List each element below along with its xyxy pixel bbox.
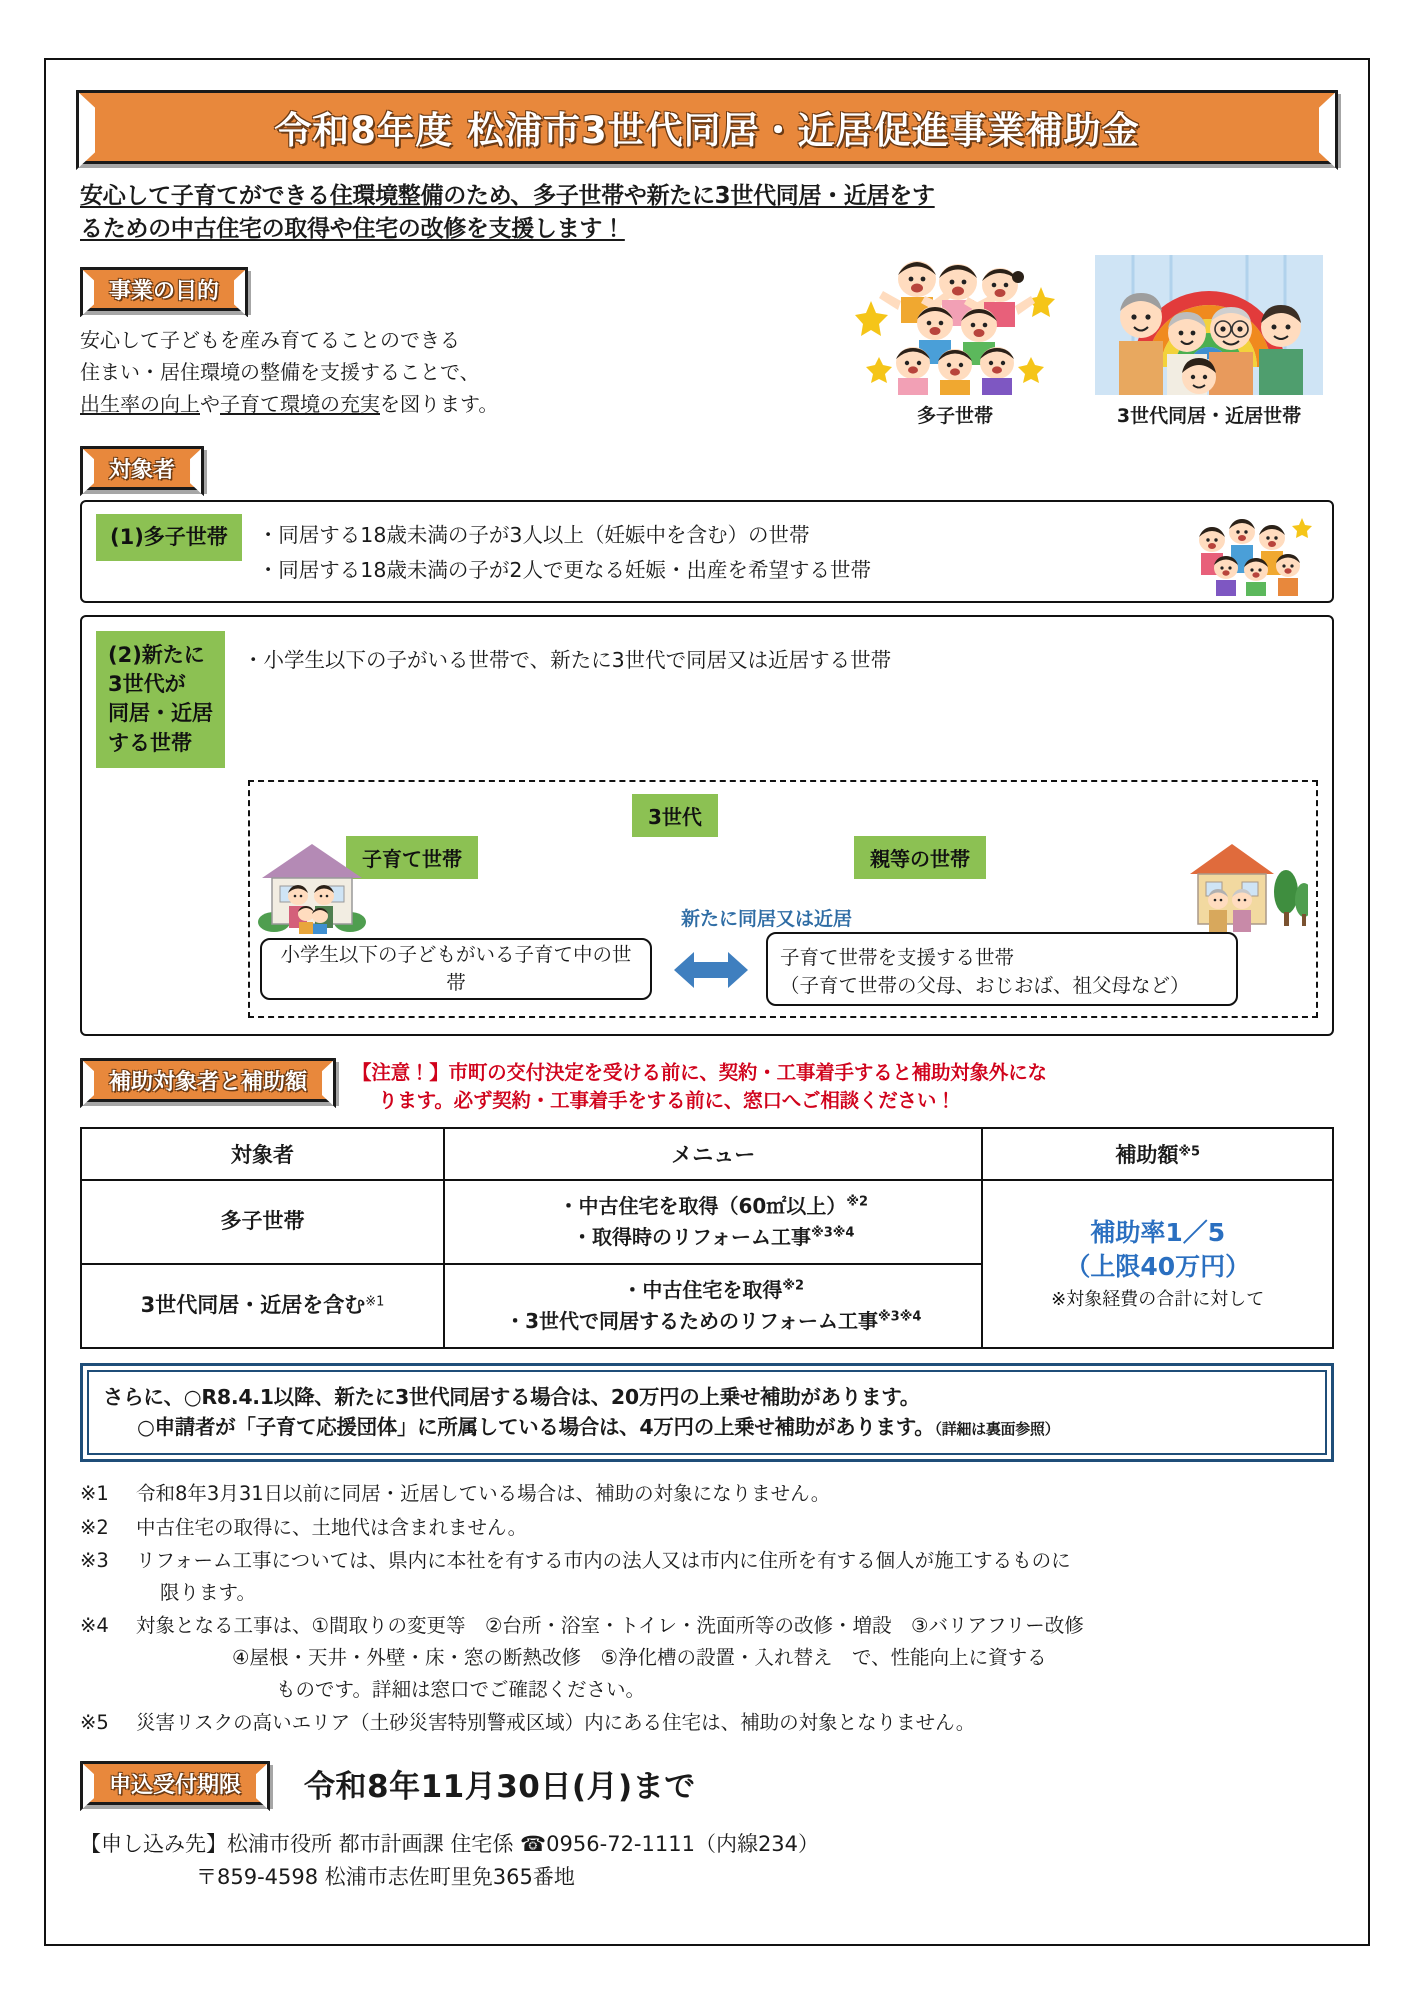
subsidy-warning-line1: 【注意！】市町の交付決定を受ける前に、契約・工事着手すると補助対象外にな	[352, 1061, 1047, 1085]
footnote-3: ※3 リフォーム工事については、県内に本社を有する市内の法人又は市内に住所を有する個人が施工するものに 限ります。	[80, 1545, 1334, 1608]
subsidy-amount-note: ※対象経費の合計に対して	[1051, 1289, 1265, 1311]
many-children-image	[840, 255, 1070, 395]
target-bullet-1-2: ・同居する18歳未満の子が2人で更なる妊娠・出産を希望する世帯	[257, 558, 871, 583]
page-title: 令和8年度 松浦市3世代同居・近居促進事業補助金	[274, 109, 1140, 152]
deadline-tag-label: 申込受付期限	[109, 1772, 242, 1798]
subsidy-section	[80, 1058, 1334, 1348]
deadline-tag	[80, 1761, 270, 1805]
purpose-line3-tail: を図ります。	[380, 391, 499, 416]
purpose-line-2: 住まい・居住環境の整備を支援することで、	[80, 359, 480, 384]
subsidy-row1-menu-line2: ・取得時のリフォーム工事$^{※3※4}$	[572, 1224, 855, 1249]
footnote-1: ※1 令和8年3月31日以前に同居・近居している場合は、補助の対象になりません。	[80, 1482, 831, 1506]
contact-line-1: 【申し込み先】松浦市役所 都市計画課 住宅係 ☎0956-72-1111（内線234）	[80, 1831, 820, 1856]
target-card-1-illustration	[1190, 510, 1318, 596]
subsidy-header-target: 対象者	[81, 1128, 444, 1180]
diagram-double-arrow	[674, 948, 748, 992]
lead-paragraph	[80, 180, 1334, 245]
target-bullet-1-1: ・同居する18歳未満の子が3人以上（妊娠中を含む）の世帯	[257, 523, 810, 548]
three-generation-image	[1094, 255, 1324, 395]
subsidy-amount-rate: 補助率1／5	[1090, 1218, 1226, 1248]
illustration-caption-three-generation: 3世代同居・近居世帯	[1116, 405, 1302, 428]
target-chip-2-line4: する世帯	[108, 730, 192, 755]
title-banner	[76, 90, 1338, 164]
many-children-icon	[855, 257, 1055, 395]
table-row	[81, 1180, 1333, 1264]
double-arrow-icon	[674, 948, 748, 992]
subsidy-header-menu: メニュー	[444, 1128, 982, 1180]
illustration-many-children	[840, 255, 1070, 428]
subsidy-row1-target: 多子世帯	[81, 1180, 444, 1264]
footnote-2: ※2 中古住宅の取得に、土地代は含まれません。	[80, 1515, 528, 1539]
subsidy-header-amount: 補助額$^{※5}$	[982, 1128, 1333, 1180]
subsidy-amount-cap: （上限40万円）	[1065, 1251, 1251, 1281]
subsidy-row2-menu	[444, 1264, 982, 1348]
diagram-box-left-text: 小学生以下の子どもがいる子育て中の世帯	[280, 942, 632, 995]
diagram-label-parents: 親等の世帯	[854, 836, 986, 879]
target-card-1	[80, 500, 1334, 603]
illustration-row	[840, 255, 1324, 428]
subsidy-warning	[352, 1058, 1047, 1114]
purpose-section	[80, 267, 1334, 428]
subsidy-row2-menu-line1: ・中古住宅を取得$^{※2}$	[622, 1277, 805, 1302]
target-card-2	[80, 615, 1334, 1037]
diagram-box-right	[766, 932, 1238, 1006]
three-generation-family-icon	[1095, 255, 1323, 395]
bonus-line-1: さらに、○R8.4.1以降、新たに3世代同居する場合は、20万円の上乗せ補助があります。	[103, 1384, 920, 1409]
subsidy-row1-menu-line1: ・中古住宅を取得（60㎡以上）$^{※2}$	[558, 1193, 869, 1218]
diagram-house-left	[258, 838, 366, 934]
target-tag-label: 対象者	[109, 457, 176, 483]
target-chip-1: (1)多子世帯	[96, 514, 242, 561]
diagram-label-three-generation: 3世代	[632, 794, 718, 837]
target-chip-2	[96, 631, 225, 769]
deadline-section	[80, 1761, 1334, 1806]
family-house-icon	[258, 838, 366, 934]
lead-line-2: るための中古住宅の取得や住宅の改修を支援します！	[80, 215, 625, 242]
diagram-box-left	[260, 938, 652, 1000]
contact-section	[80, 1828, 1334, 1895]
target-chip-2-line3: 同居・近居	[108, 701, 213, 726]
purpose-highlight-childcare: 子育て環境の充実	[220, 391, 380, 416]
target-chip-2-line1: (2)新たに	[108, 642, 205, 667]
purpose-conj: や	[200, 391, 220, 416]
bonus-box	[80, 1363, 1334, 1463]
diagram-label-childrearing: 子育て世帯	[346, 836, 478, 879]
bonus-box-inner	[87, 1370, 1327, 1456]
footnote-4: ※4 対象となる工事は、①間取りの変更等 ②台所・浴室・トイレ・洗面所等の改修・増設 ③バリアフリー改修 ④屋根・天井・外壁・床・窓の断熱改修 ⑤浄化槽の設置・入れ替え で、性能向上に資する ものです。詳細は窓口でご確認ください。	[80, 1610, 1334, 1705]
subsidy-row2-target: 3世代同居・近居を含む$^{※1}$	[81, 1264, 444, 1348]
illustration-caption-many-children: 多子世帯	[916, 405, 993, 428]
diagram-house-right	[1190, 838, 1308, 934]
contact-line-2: 〒859-4598 松浦市志佐町里免365番地	[196, 1865, 575, 1890]
subsidy-amount-cell	[982, 1180, 1333, 1348]
footnotes	[80, 1478, 1334, 1739]
diagram-arrow-label: 新たに同居又は近居	[681, 908, 853, 931]
footnote-3-body: リフォーム工事については、県内に本社を有する市内の法人又は市内に住所を有する個人が施工するものに 限ります。	[136, 1549, 1071, 1604]
illustration-three-generation	[1094, 255, 1324, 428]
target-section	[80, 446, 1334, 1036]
target-bullets-1	[258, 514, 871, 589]
subsidy-tag-label: 補助対象者と補助額	[109, 1069, 308, 1095]
subsidy-table	[80, 1127, 1334, 1349]
subsidy-tag	[80, 1058, 336, 1102]
subsidy-row1-menu	[444, 1180, 982, 1264]
purpose-tag-label: 事業の目的	[109, 278, 220, 304]
flyer-page	[44, 58, 1370, 1946]
subsidy-row2-menu-line2: ・3世代で同居するためのリフォーム工事$^{※3※4}$	[505, 1308, 922, 1333]
footnote-5: ※5 災害リスクの高いエリア（土砂災害特別警戒区域）内にある住宅は、補助の対象となりません。	[80, 1711, 976, 1735]
purpose-tag	[80, 267, 248, 311]
purpose-line-1: 安心して子どもを産み育てることのできる	[80, 328, 460, 353]
subsidy-table-header-row	[81, 1128, 1333, 1180]
children-group-icon	[1190, 510, 1318, 596]
diagram-box-right-line1: 子育て世帯を支援する世帯	[780, 946, 1015, 970]
diagram-box-right-line2: （子育て世帯の父母、おじおば、祖父母など）	[780, 974, 1190, 998]
subsidy-warning-line2: ります。必ず契約・工事着手をする前に、窓口へご相談ください！	[378, 1088, 956, 1112]
lead-line-1: 安心して子育てができる住環境整備のため、多子世帯や新たに3世代同居・近居をす	[80, 183, 935, 209]
footnote-4-body: 対象となる工事は、①間取りの変更等 ②台所・浴室・トイレ・洗面所等の改修・増設 ③バリアフリー改修 ④屋根・天井・外壁・床・窓の断熱改修 ⑤浄化槽の設置・入れ替え で、性能向上に資する ものです。詳細は窓口でご確認ください。	[136, 1614, 1084, 1701]
bonus-line-2: ○申請者が「子育て応援団体」に所属している場合は、4万円の上乗せ補助があります。（詳細は裏面参照）	[137, 1415, 1060, 1440]
grandparents-house-icon	[1190, 838, 1308, 934]
target-chip-2-line2: 3世代が	[108, 671, 186, 696]
purpose-highlight-birthrate: 出生率の向上	[80, 391, 200, 416]
target-tag	[80, 446, 204, 490]
deadline-value: 令和8年11月30日(月)まで	[304, 1768, 696, 1805]
three-generation-diagram	[248, 780, 1318, 1018]
target-note-2: ・小学生以下の子がいる世帯で、新たに3世代で同居又は近居する世帯	[243, 647, 892, 672]
